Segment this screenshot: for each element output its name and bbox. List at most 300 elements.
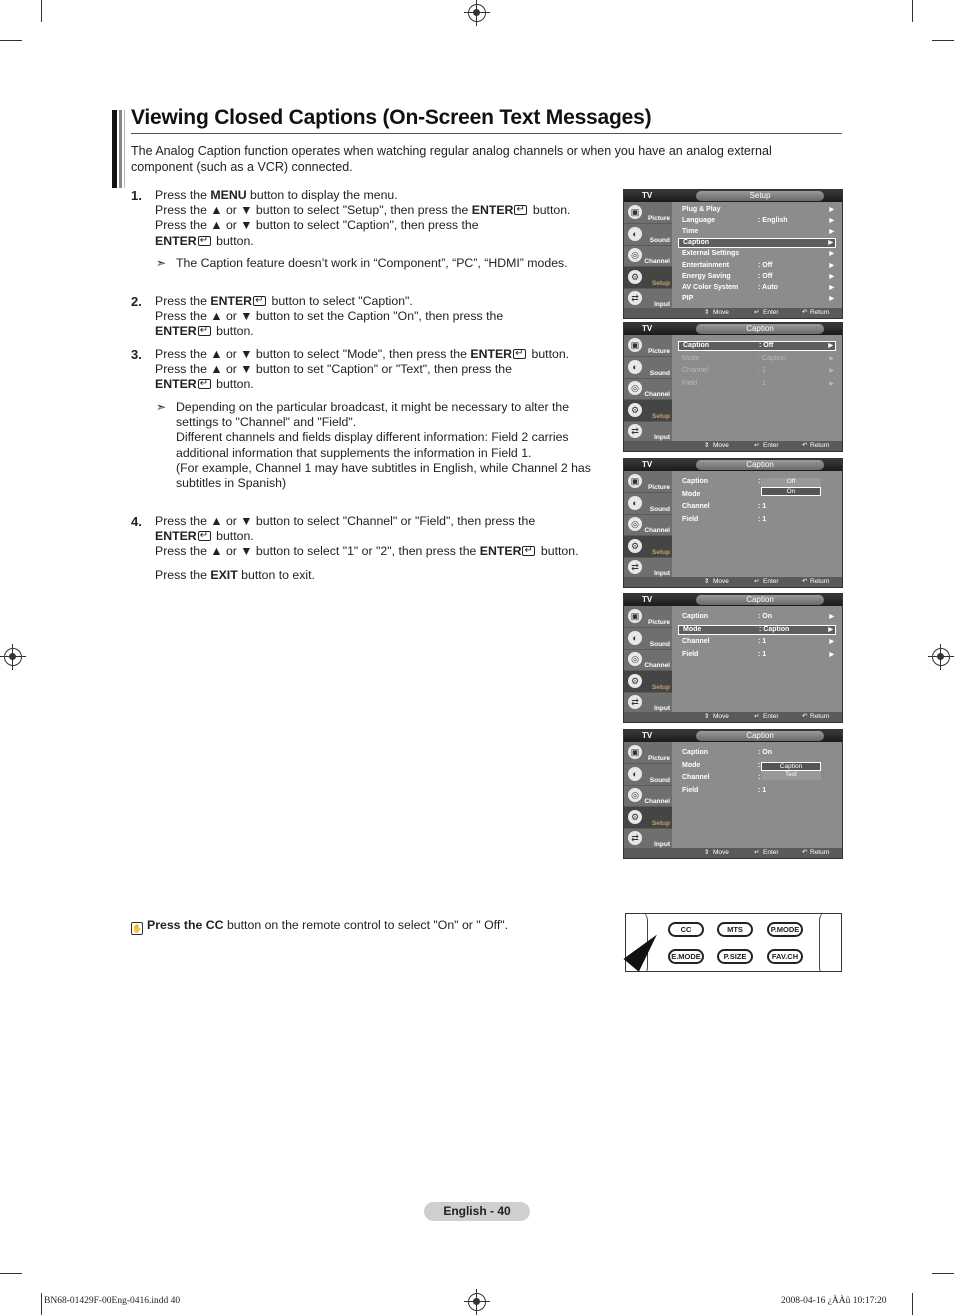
- side-menu-label: Input: [654, 570, 670, 578]
- menu-row[interactable]: [678, 261, 836, 271]
- step-number: 1.: [131, 188, 142, 203]
- side-menu-item-channel[interactable]: [624, 785, 672, 807]
- menu-row-label: Channel: [682, 367, 709, 374]
- menu-row-label: Channel: [682, 638, 710, 645]
- tv-label: TV: [642, 191, 653, 200]
- enter-icon: [198, 326, 211, 336]
- side-menu-item-picture[interactable]: [624, 742, 672, 764]
- side-menu-label: Setup: [651, 412, 670, 420]
- page-number: English - 40: [424, 1202, 530, 1221]
- menu-row-label: External Settings: [682, 250, 740, 258]
- step-text: button to display the menu.: [246, 188, 398, 202]
- side-menu-label: Channel: [644, 527, 670, 535]
- enter-small-icon: ↵: [754, 442, 760, 449]
- menu-row[interactable]: [678, 238, 836, 248]
- menu-row-label: Caption: [683, 239, 710, 247]
- cc-note: [131, 918, 508, 935]
- menu-row-label: AV Color System: [682, 283, 739, 291]
- picture-icon: ▣: [628, 609, 642, 623]
- menu-row[interactable]: [678, 515, 836, 525]
- picture-icon: ▣: [628, 338, 642, 352]
- step-text: Press the: [155, 294, 211, 308]
- side-menu-label: Picture: [647, 348, 670, 355]
- submenu-arrow-icon: ▶: [829, 229, 834, 236]
- note-arrow-icon: ➣: [156, 256, 167, 270]
- step-text: button to select "Caption".: [268, 294, 413, 308]
- tv-menu-caption-off: [623, 322, 843, 452]
- crop-mark: [912, 1293, 913, 1315]
- tv-menu-header: [624, 594, 842, 606]
- side-menu-item-sound[interactable]: [624, 764, 672, 786]
- tv-menu-footer: [624, 441, 842, 451]
- tv-side-menu: [624, 606, 672, 714]
- side-menu-label: Input: [654, 301, 670, 309]
- e-mode-button[interactable]: E.MODE: [668, 949, 704, 964]
- channel-icon: ◎: [628, 517, 642, 531]
- step-text: button to exit.: [237, 567, 315, 582]
- step-text: Press the ▲ or ▼ button to select "Channel" or "Field", then press the: [155, 514, 536, 528]
- remote-edge: [819, 913, 831, 972]
- submenu-arrow-icon: ▶: [829, 262, 834, 269]
- side-menu-label: Picture: [647, 484, 670, 491]
- enter-icon: [198, 236, 211, 246]
- step-4: [131, 514, 601, 583]
- step-text: button.: [529, 203, 571, 218]
- setup-icon: ⚙: [628, 403, 642, 417]
- menu-row[interactable]: [678, 612, 836, 622]
- menu-row-value: :: [758, 478, 761, 485]
- side-menu-label: Sound: [649, 369, 670, 377]
- note-text: Depending on the particular broadcast, it might be necessary to alter the settings to "Channel" and "Field".: [176, 400, 570, 430]
- side-menu-item-setup[interactable]: [624, 671, 672, 693]
- input-icon: ⇄: [628, 831, 642, 845]
- menu-row[interactable]: [678, 379, 836, 389]
- step-text: button.: [212, 377, 254, 392]
- note-text: Different channels and fields display different information: Field 2 carries additional information that supplements the information in Field 1.: [176, 430, 569, 460]
- popup-option[interactable]: Text: [761, 771, 821, 780]
- enter-small-icon: ↵: [754, 713, 760, 720]
- submenu-arrow-icon: ▶: [829, 284, 834, 291]
- crop-mark: [0, 40, 22, 41]
- cc-note-text: button on the remote control to select "On" or " Off".: [223, 918, 509, 932]
- menu-row-label: Channel: [682, 774, 710, 781]
- enter-icon: [198, 531, 211, 541]
- step-number: 2.: [131, 294, 142, 309]
- picture-icon: ▣: [628, 205, 642, 219]
- crop-mark: [0, 1273, 22, 1274]
- side-menu-label: Input: [654, 841, 670, 849]
- side-menu-label: Sound: [649, 505, 670, 513]
- menu-row[interactable]: [678, 354, 836, 364]
- menu-row[interactable]: [678, 216, 836, 226]
- menu-row[interactable]: [678, 366, 836, 376]
- side-menu-label: Setup: [651, 683, 670, 691]
- input-icon: ⇄: [628, 560, 642, 574]
- menu-row-label: Field: [682, 786, 699, 794]
- tv-side-menu: [624, 471, 672, 579]
- page-title: Viewing Closed Captions (On-Screen Text Messages): [131, 106, 652, 129]
- side-menu-label: Input: [654, 434, 670, 442]
- step-text: Press the ▲ or ▼ button to set "Caption" or "Text", then press the: [155, 362, 512, 377]
- cc-button[interactable]: CC: [668, 922, 704, 937]
- tv-menu-setup: [623, 189, 843, 319]
- channel-icon: ◎: [628, 788, 642, 802]
- enter-icon: [514, 205, 527, 215]
- tv-label: TV: [642, 595, 653, 604]
- step-text: Press the: [155, 188, 211, 202]
- hand-note-icon: ✋: [132, 924, 142, 933]
- step-2: [131, 294, 601, 340]
- registration-mark-icon: [4, 648, 22, 666]
- side-menu-label: Picture: [647, 619, 670, 626]
- submenu-arrow-icon: ▶: [828, 240, 833, 247]
- menu-row-value: : Caption: [758, 354, 787, 362]
- crop-mark: [932, 1273, 954, 1274]
- move-hint: Move: [713, 442, 729, 449]
- side-menu-label: Sound: [649, 640, 670, 648]
- sound-icon: ◐: [628, 360, 642, 374]
- menu-row-label: Channel: [682, 503, 710, 510]
- side-menu-item-sound[interactable]: [624, 357, 672, 379]
- menu-row[interactable]: [678, 502, 836, 512]
- step-text: button.: [212, 324, 254, 339]
- menu-row-value: :: [758, 761, 761, 769]
- menu-row-value: : Off: [759, 342, 774, 349]
- enter-hint: Enter: [763, 442, 779, 449]
- setup-icon: ⚙: [628, 539, 642, 553]
- return-hint: Return: [810, 442, 830, 449]
- side-menu-item-setup[interactable]: [624, 536, 672, 558]
- submenu-arrow-icon: ▶: [829, 651, 834, 658]
- cc-note-bold: Press the CC: [147, 918, 224, 932]
- step-text: Press the ▲ or ▼ button to select "Mode", then press the: [155, 347, 471, 361]
- tv-label: TV: [642, 460, 653, 469]
- setup-icon: ⚙: [628, 270, 642, 284]
- popup-option[interactable]: On: [761, 487, 821, 496]
- tv-menu-footer: [624, 577, 842, 587]
- menu-row-label: Mode: [683, 625, 702, 633]
- intro-paragraph: The Analog Caption function operates when watching regular analog channels or when you have an analog external component (such as a VCR) connected.: [131, 144, 772, 174]
- enter-small-icon: ↵: [754, 309, 760, 316]
- step-text: Press the ▲ or ▼ button to set the Caption "On", then press the: [155, 309, 504, 324]
- note-text: The Caption feature doesn’t work in “Component”, “PC”, “HDMI” modes.: [176, 256, 568, 270]
- setup-icon: ⚙: [628, 810, 642, 824]
- enter-icon: [253, 296, 266, 306]
- submenu-arrow-icon: ▶: [828, 626, 833, 633]
- enter-key-label: ENTER: [210, 294, 253, 308]
- tv-menu-header: [624, 730, 842, 742]
- step-1: [131, 188, 601, 249]
- crop-mark: [932, 40, 954, 41]
- move-hint: Move: [713, 578, 729, 585]
- tv-side-menu: [624, 202, 672, 310]
- crop-mark: [41, 0, 42, 22]
- menu-row[interactable]: [678, 650, 836, 660]
- side-menu-item-picture[interactable]: [624, 606, 672, 628]
- step-text: Press the ▲ or ▼ button to select "Caption", then press the: [155, 218, 479, 233]
- side-menu-item-setup[interactable]: [624, 267, 672, 289]
- step-text: button.: [528, 347, 570, 361]
- registration-mark-icon: [468, 4, 486, 22]
- enter-hint: Enter: [763, 578, 779, 585]
- tv-label: TV: [642, 324, 653, 333]
- tv-side-menu: [624, 335, 672, 443]
- side-menu-label: Channel: [644, 798, 670, 806]
- tv-menu-footer: [624, 308, 842, 318]
- step-text: Press the: [155, 567, 211, 582]
- option-popup: [761, 478, 821, 496]
- menu-row-value: : Caption: [759, 625, 790, 633]
- side-menu-item-setup[interactable]: [624, 807, 672, 829]
- side-menu-label: Setup: [651, 819, 670, 827]
- move-icon: ⇕: [704, 309, 710, 316]
- return-hint: Return: [810, 713, 830, 720]
- registration-mark-icon: [932, 648, 950, 666]
- menu-row-label: Mode: [682, 761, 701, 769]
- submenu-arrow-icon: ▶: [829, 380, 834, 387]
- picture-icon: ▣: [628, 474, 642, 488]
- channel-icon: ◎: [628, 381, 642, 395]
- submenu-arrow-icon: ▶: [829, 218, 834, 225]
- setup-icon: ⚙: [628, 674, 642, 688]
- menu-row-value: : Off: [758, 272, 773, 280]
- option-popup: [761, 762, 821, 780]
- menu-row-label: Caption: [683, 342, 710, 349]
- menu-title: Caption: [696, 460, 824, 470]
- side-menu-label: Channel: [644, 258, 670, 266]
- enter-small-icon: ↵: [754, 578, 760, 585]
- fav-ch-button[interactable]: FAV.CH: [767, 949, 803, 964]
- menu-row-value: : On: [758, 749, 772, 756]
- sound-icon: ◐: [628, 631, 642, 645]
- tv-side-menu: [624, 742, 672, 850]
- enter-icon: [513, 349, 526, 359]
- side-menu-label: Picture: [647, 755, 670, 762]
- side-menu-item-channel[interactable]: [624, 378, 672, 400]
- step-text: button.: [212, 529, 254, 544]
- title-accent-bars: [112, 110, 126, 188]
- menu-row-label: Field: [682, 515, 699, 523]
- menu-key-label: MENU: [210, 188, 247, 202]
- enter-key-label: ENTER: [155, 233, 197, 248]
- menu-row-value: : English: [758, 217, 788, 225]
- menu-row-label: Mode: [682, 490, 701, 498]
- note-text: (For example, Channel 1 may have subtitles in English, while Channel 2 has subtitles in Spanish): [176, 460, 591, 491]
- enter-icon: [198, 379, 211, 389]
- registration-mark-icon: [468, 1293, 486, 1311]
- return-icon: ↶: [802, 713, 808, 720]
- menu-title: Caption: [696, 324, 824, 334]
- menu-row-value: : 1: [758, 638, 767, 645]
- enter-key-label: ENTER: [470, 347, 513, 361]
- submenu-arrow-icon: ▶: [829, 614, 834, 620]
- side-menu-item-picture[interactable]: [624, 335, 672, 357]
- step-text: button.: [537, 544, 579, 559]
- menu-row[interactable]: [678, 249, 836, 259]
- side-menu-item-setup[interactable]: [624, 400, 672, 422]
- return-icon: ↶: [802, 849, 808, 856]
- side-menu-label: Sound: [649, 236, 670, 244]
- menu-row[interactable]: [678, 205, 836, 215]
- sound-icon: ◐: [628, 227, 642, 241]
- sound-icon: ◐: [628, 496, 642, 510]
- menu-row-label: Plug & Play: [682, 206, 721, 213]
- menu-row-value: : 1: [758, 650, 767, 658]
- menu-row[interactable]: [678, 637, 836, 647]
- enter-key-label: ENTER: [155, 324, 197, 339]
- menu-row-label: Entertainment: [682, 261, 730, 269]
- enter-key-label: ENTER: [155, 377, 197, 392]
- submenu-arrow-icon: ▶: [829, 639, 834, 645]
- sound-icon: ◐: [628, 767, 642, 781]
- step-1-note: [156, 256, 621, 271]
- tv-label: TV: [642, 731, 653, 740]
- side-menu-item-sound[interactable]: [624, 493, 672, 515]
- side-menu-item-picture[interactable]: [624, 202, 672, 224]
- tv-menu-caption-on: [623, 593, 843, 723]
- enter-key-label: ENTER: [155, 529, 197, 544]
- move-icon: ⇕: [704, 578, 710, 585]
- menu-title: Caption: [696, 595, 824, 605]
- side-menu-label: Input: [654, 705, 670, 713]
- move-icon: ⇕: [704, 849, 710, 856]
- submenu-arrow-icon: ▶: [829, 295, 834, 302]
- move-hint: Move: [713, 849, 729, 856]
- menu-row-label: Energy Saving: [682, 272, 731, 280]
- submenu-arrow-icon: ▶: [829, 273, 834, 280]
- side-menu-item-picture[interactable]: [624, 471, 672, 493]
- return-icon: ↶: [802, 442, 808, 449]
- menu-row[interactable]: [678, 283, 836, 293]
- menu-row-label: PIP: [682, 294, 694, 302]
- side-menu-label: Channel: [644, 662, 670, 670]
- mts-button[interactable]: MTS: [717, 922, 753, 937]
- menu-row[interactable]: [678, 748, 836, 758]
- p-mode-button[interactable]: P.MODE: [767, 922, 803, 937]
- return-hint: Return: [810, 849, 830, 856]
- menu-row-value: : Off: [758, 261, 773, 269]
- channel-icon: ◎: [628, 652, 642, 666]
- move-icon: ⇕: [704, 713, 710, 720]
- picture-icon: ▣: [628, 745, 642, 759]
- menu-row[interactable]: [678, 272, 836, 282]
- menu-title: Setup: [696, 191, 824, 201]
- submenu-arrow-icon: ▶: [829, 207, 834, 213]
- menu-row-label: Caption: [682, 478, 709, 485]
- popup-option[interactable]: Caption: [761, 762, 821, 771]
- menu-row-value: : Auto: [758, 283, 778, 291]
- popup-option[interactable]: Off: [761, 478, 821, 487]
- side-menu-item-channel[interactable]: [624, 649, 672, 671]
- side-menu-item-channel[interactable]: [624, 245, 672, 267]
- side-menu-label: Sound: [649, 776, 670, 784]
- menu-row-value: : 1: [758, 367, 766, 374]
- side-menu-label: Channel: [644, 391, 670, 399]
- step-number: 3.: [131, 347, 142, 362]
- exit-key-label: EXIT: [210, 567, 238, 582]
- submenu-arrow-icon: ▶: [829, 368, 834, 374]
- tv-menu-mode-popup: [623, 729, 843, 859]
- side-menu-item-sound[interactable]: [624, 224, 672, 246]
- input-icon: ⇄: [628, 695, 642, 709]
- menu-row-label: Mode: [682, 354, 700, 362]
- enter-key-label: ENTER: [471, 203, 514, 218]
- p-size-button[interactable]: P.SIZE: [717, 949, 753, 964]
- menu-row[interactable]: [678, 227, 836, 237]
- menu-row[interactable]: [678, 341, 836, 351]
- tv-menu-footer: [624, 848, 842, 858]
- menu-row[interactable]: [678, 786, 836, 796]
- step-text: Press the ▲ or ▼ button to select "Setup", then press the: [155, 203, 472, 218]
- step-text: button.: [212, 233, 254, 248]
- move-icon: ⇕: [704, 442, 710, 449]
- enter-hint: Enter: [763, 713, 779, 720]
- tv-menu-footer: [624, 712, 842, 722]
- channel-icon: ◎: [628, 248, 642, 262]
- enter-key-label: ENTER: [479, 544, 522, 559]
- enter-small-icon: ↵: [754, 849, 760, 856]
- tv-menu-header: [624, 323, 842, 335]
- submenu-arrow-icon: ▶: [828, 343, 833, 349]
- tv-menu-header: [624, 190, 842, 202]
- note-arrow-icon: ➣: [156, 400, 167, 414]
- side-menu-label: Setup: [651, 548, 670, 556]
- menu-row[interactable]: [678, 294, 836, 304]
- side-menu-label: Picture: [647, 215, 670, 222]
- file-slug: BN68-01429F-00Eng-0416.indd 40: [44, 1296, 181, 1306]
- menu-row-value: : 1: [758, 515, 767, 523]
- step-3: [131, 347, 601, 393]
- enter-hint: Enter: [763, 849, 779, 856]
- title-rule: [131, 133, 842, 134]
- menu-row-label: Field: [682, 379, 698, 387]
- input-icon: ⇄: [628, 424, 642, 438]
- step-number: 4.: [131, 514, 142, 529]
- enter-hint: Enter: [763, 309, 779, 316]
- menu-row[interactable]: [678, 625, 836, 635]
- return-hint: Return: [810, 309, 830, 316]
- menu-row-value: : On: [758, 613, 772, 620]
- submenu-arrow-icon: ▶: [829, 355, 834, 362]
- menu-title: Caption: [696, 731, 824, 741]
- tv-menu-caption-popup: [623, 458, 843, 588]
- menu-row-label: Field: [682, 650, 699, 658]
- menu-row-value: :: [758, 774, 761, 781]
- menu-row-label: Language: [682, 217, 716, 225]
- enter-icon: [522, 546, 535, 556]
- return-hint: Return: [810, 578, 830, 585]
- move-hint: Move: [713, 713, 729, 720]
- side-menu-item-sound[interactable]: [624, 628, 672, 650]
- side-menu-item-channel[interactable]: [624, 514, 672, 536]
- menu-row-value: : 1: [758, 379, 766, 387]
- input-icon: ⇄: [628, 291, 642, 305]
- return-icon: ↶: [802, 309, 808, 316]
- menu-row-label: Caption: [682, 613, 709, 620]
- side-menu-label: Setup: [651, 279, 670, 287]
- menu-row-label: Time: [682, 228, 699, 236]
- crop-mark: [41, 1293, 42, 1315]
- move-hint: Move: [713, 309, 729, 316]
- step-3-note: [156, 400, 601, 491]
- submenu-arrow-icon: ▶: [829, 251, 834, 258]
- crop-mark: [912, 0, 913, 22]
- date-slug: 2008-04-16 ¿ÀÀü 10:17:20: [781, 1296, 887, 1306]
- menu-row-value: : 1: [758, 503, 767, 510]
- tv-menu-header: [624, 459, 842, 471]
- menu-row-value: : 1: [758, 786, 767, 794]
- step-text: Press the ▲ or ▼ button to select "1" or "2", then press the: [155, 544, 480, 559]
